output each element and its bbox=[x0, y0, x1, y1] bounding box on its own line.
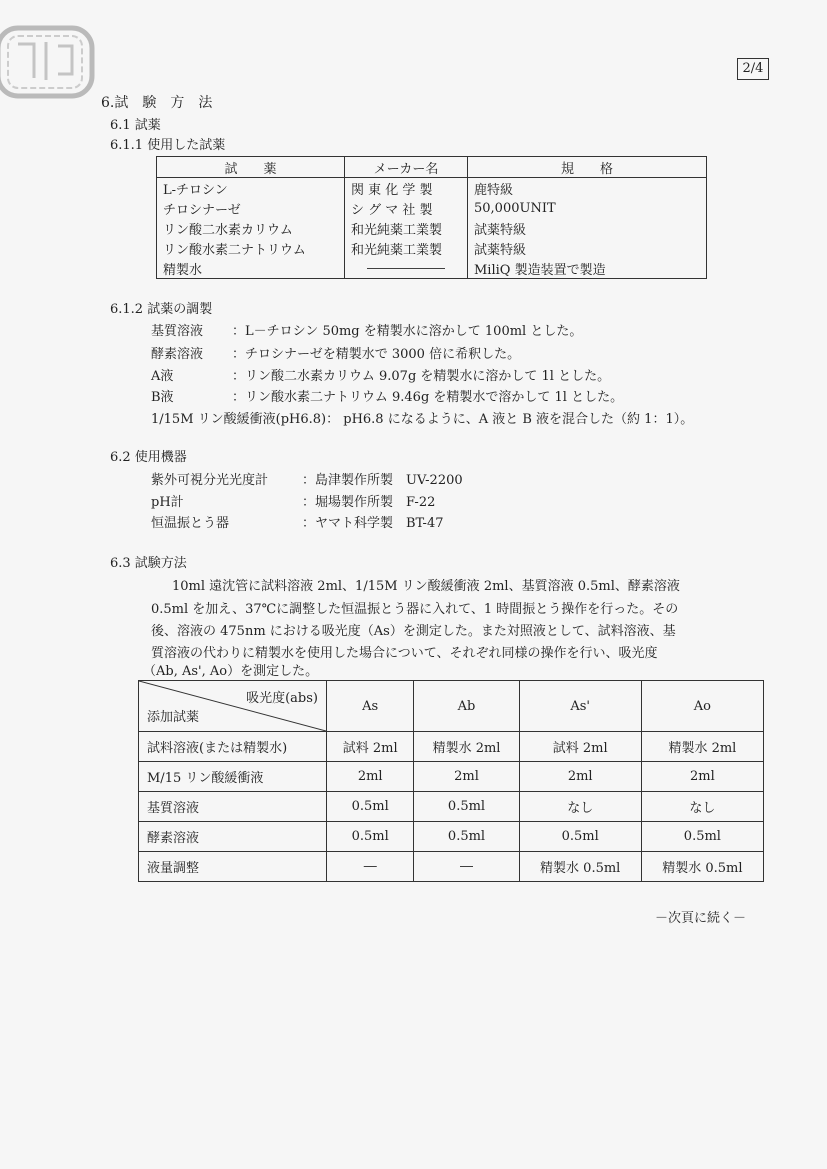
table-cell: 2ml bbox=[519, 762, 641, 792]
table-cell: 精製水 2ml bbox=[641, 732, 763, 762]
table-row bbox=[157, 238, 707, 258]
column-header: Ao bbox=[641, 681, 763, 732]
table-header-cell: 試 薬 bbox=[157, 157, 345, 178]
row-label: 酵素溶液 bbox=[139, 822, 327, 852]
column-header: As bbox=[327, 681, 414, 732]
table-cell: チロシナーゼ bbox=[157, 198, 345, 218]
equipment-maker: ：島津製作所製 UV-2200 bbox=[302, 473, 463, 488]
equipment-name: 紫外可視分光光度計 bbox=[151, 473, 269, 488]
table-cell: 0.5ml bbox=[519, 822, 641, 852]
absorbance-table-header bbox=[139, 681, 764, 732]
table-cell: 2ml bbox=[414, 762, 519, 792]
method-line: 0.5ml を加え、37℃に調整した恒温振とう器に入れて、1 時間振とう操作を行った。その bbox=[151, 602, 679, 617]
table-row bbox=[139, 732, 764, 762]
table-cell: 0.5ml bbox=[327, 792, 414, 822]
equipment-maker: ：堀場製作所製 F-22 bbox=[302, 495, 436, 510]
method-line: 10ml 遠沈管に試料溶液 2ml、1/15M リン酸緩衝液 2ml、基質溶液 0.5ml、酵素溶液 bbox=[172, 579, 680, 594]
table-cell: 0.5ml bbox=[327, 822, 414, 852]
table-row bbox=[157, 258, 707, 279]
equipment-name: pH計 bbox=[151, 495, 184, 510]
table-cell: 精製水 0.5ml bbox=[641, 852, 763, 882]
page-number: 2/4 bbox=[737, 58, 769, 80]
diagonal-header-cell bbox=[139, 681, 327, 732]
table-cell: MiliQ 製造装置で製造 bbox=[468, 258, 707, 279]
table-cell: なし bbox=[519, 792, 641, 822]
row-label: 液量調整 bbox=[139, 852, 327, 882]
table-cell: 精製水 bbox=[157, 258, 345, 279]
table-cell: 50,000UNIT bbox=[468, 198, 707, 218]
prep-label: B液 bbox=[151, 390, 174, 405]
method-line: 質溶液の代わりに精製水を使用した場合について、それぞれ同様の操作を行い、吸光度 bbox=[151, 646, 658, 661]
prep-label: A液 bbox=[151, 369, 174, 384]
prep-text: ：リン酸水素二ナトリウム 9.46g を精製水で溶かして 1l とした。 bbox=[232, 390, 624, 405]
table-cell: 試薬特級 bbox=[468, 238, 707, 258]
row-label: 基質溶液 bbox=[139, 792, 327, 822]
corner-bottom-label: 添加試薬 bbox=[147, 710, 200, 725]
table-cell: 0.5ml bbox=[414, 792, 519, 822]
table-cell: リン酸水素二ナトリウム bbox=[157, 238, 345, 258]
equipment-name: 恒温振とう器 bbox=[151, 516, 230, 531]
prep-label: 基質溶液 bbox=[151, 324, 204, 339]
table-cell: 試料 2ml bbox=[327, 732, 414, 762]
section-6-2-heading: 6.2 使用機器 bbox=[110, 450, 187, 465]
equipment-maker: ：ヤマト科学製 BT-47 bbox=[302, 516, 444, 531]
row-label: 試料溶液(または精製水) bbox=[139, 732, 327, 762]
table-cell: 鹿特級 bbox=[468, 178, 707, 199]
table-row bbox=[139, 762, 764, 792]
seal-stamp bbox=[0, 22, 98, 102]
table-row bbox=[157, 218, 707, 238]
reagent-table bbox=[156, 156, 707, 279]
method-line: （Ab, As', Ao）を測定した。 bbox=[143, 664, 319, 679]
section-6-1-2-heading: 6.1.2 試薬の調製 bbox=[110, 302, 213, 317]
row-label: M/15 リン酸緩衝液 bbox=[139, 762, 327, 792]
table-header-cell: メーカー名 bbox=[345, 157, 468, 178]
prep-text: ：リン酸二水素カリウム 9.07g を精製水に溶かして 1l とした。 bbox=[232, 369, 611, 384]
table-row bbox=[139, 852, 764, 882]
prep-text: ：L－チロシン 50mg を精製水に溶かして 100ml とした。 bbox=[232, 324, 583, 339]
table-cell: シ グ マ 社 製 bbox=[345, 198, 468, 218]
table-cell: 2ml bbox=[641, 762, 763, 792]
table-cell: 0.5ml bbox=[641, 822, 763, 852]
section-6-3-heading: 6.3 試験方法 bbox=[110, 556, 187, 571]
corner-top-label: 吸光度(abs) bbox=[246, 691, 318, 706]
column-header: As' bbox=[519, 681, 641, 732]
section-6-heading: 6.試 験 方 法 bbox=[101, 95, 213, 111]
table-cell: L-チロシン bbox=[157, 178, 345, 199]
column-header: Ab bbox=[414, 681, 519, 732]
table-row bbox=[139, 792, 764, 822]
table-cell: 試薬特級 bbox=[468, 218, 707, 238]
table-cell: ―――――― bbox=[345, 258, 468, 279]
table-cell: 試料 2ml bbox=[519, 732, 641, 762]
table-cell: 精製水 2ml bbox=[414, 732, 519, 762]
reagent-table-header bbox=[157, 157, 707, 178]
table-header-cell: 規 格 bbox=[468, 157, 707, 178]
table-cell: 和光純薬工業製 bbox=[345, 218, 468, 238]
table-cell: 0.5ml bbox=[414, 822, 519, 852]
method-line: 後、溶液の 475nm における吸光度（As）を測定した。また対照液として、試料溶液、基 bbox=[151, 624, 676, 639]
table-cell: 和光純薬工業製 bbox=[345, 238, 468, 258]
table-cell: 2ml bbox=[327, 762, 414, 792]
prep-label: 酵素溶液 bbox=[151, 347, 204, 362]
table-cell: ― bbox=[414, 852, 519, 882]
section-6-1-1-heading: 6.1.1 使用した試薬 bbox=[110, 138, 226, 153]
section-6-1-heading: 6.1 試薬 bbox=[110, 118, 161, 133]
table-cell: なし bbox=[641, 792, 763, 822]
table-cell: リン酸二水素カリウム bbox=[157, 218, 345, 238]
table-row bbox=[157, 178, 707, 199]
absorbance-table bbox=[138, 680, 764, 882]
table-cell: 関 東 化 学 製 bbox=[345, 178, 468, 199]
continued-footer: －次頁に続く－ bbox=[655, 911, 747, 926]
table-row bbox=[157, 198, 707, 218]
buffer-line: 1/15M リン酸緩衝液(pH6.8)： pH6.8 になるように、A 液と B 液を混合した（約 1：1）。 bbox=[151, 412, 694, 427]
table-cell: ― bbox=[327, 852, 414, 882]
table-row bbox=[139, 822, 764, 852]
prep-text: ：チロシナーゼを精製水で 3000 倍に希釈した。 bbox=[232, 347, 521, 362]
table-cell: 精製水 0.5ml bbox=[519, 852, 641, 882]
